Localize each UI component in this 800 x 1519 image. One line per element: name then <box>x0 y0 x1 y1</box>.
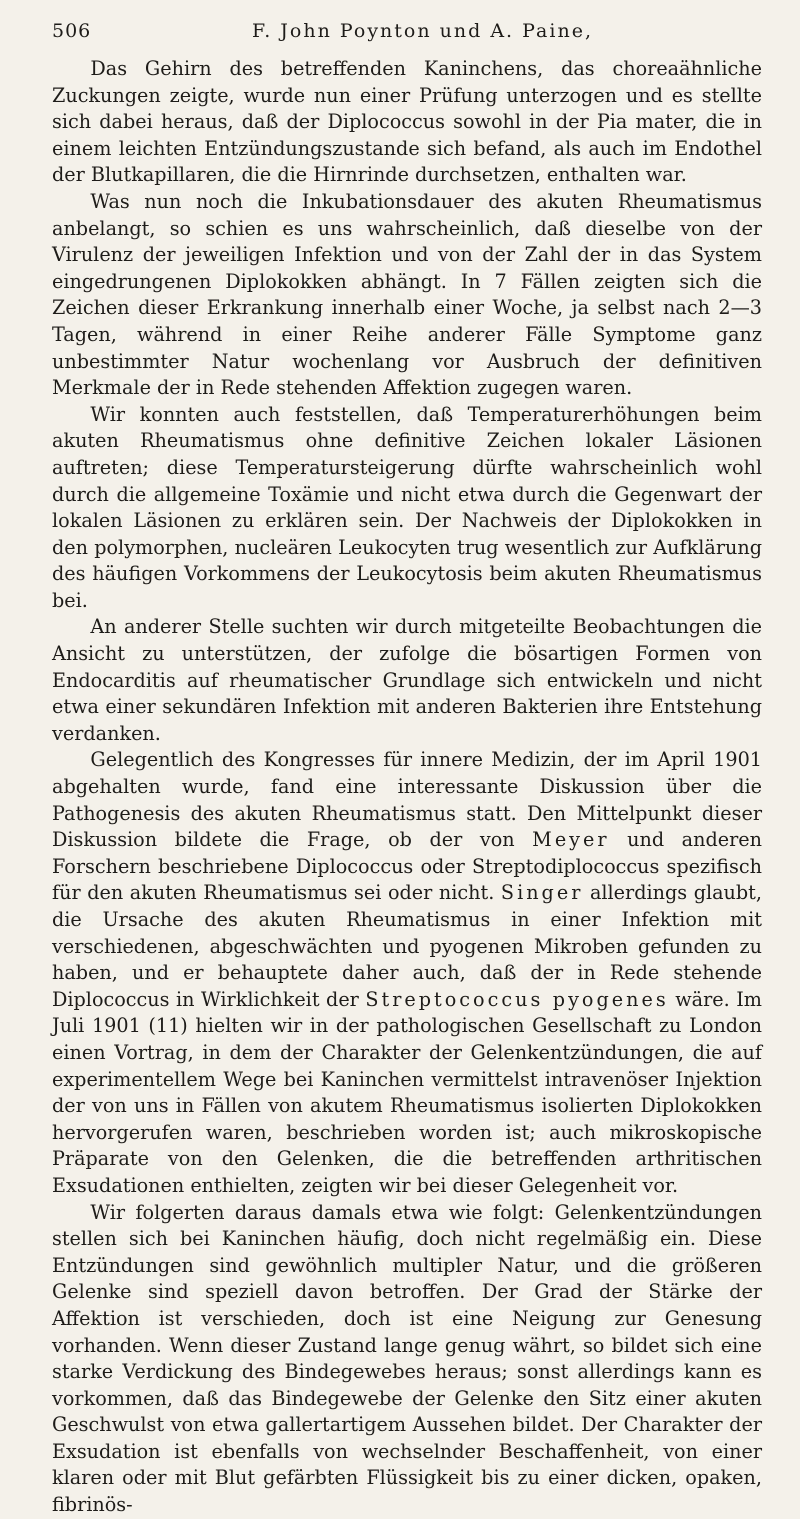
paragraph-6-text: Wir folgerten daraus damals etwa wie folgt: Gelenkentzündungen stellen sich bei Kaninchen häufig, doch nicht regelmäßig ein. Diese Entzündungen sind gewöhnlich multipler Natur, und die größeren Gelenke sind speziell davon betroffen. Der Grad der Stärke der Affektion ist verschieden, doch ist eine Neigung zur Genesung vorhanden. Wenn dieser Zustand lange genug währt, so bildet sich eine starke Verdickung des Bindegewebes heraus; sonst allerdings kann es vorkommen, daß das Bindegewebe der Gelenke den Sitz einer akuten Geschwulst von etwa gallertartigem Aussehen bildet. Der Charakter der Exsudation ist ebenfalls von wechselnder Beschaffenheit, von einer klaren oder mit Blut gefärbten Flüssigkeit bis zu einer dicken, opaken, fibrinös- <box>52 1200 762 1517</box>
paragraph-4 <box>52 614 762 747</box>
paragraph-5-text-c: allerdings glaubt, die Ursache des akuten Rheumatismus in einer Infektion mit verschiedenen, abgeschwächten und pyogenen Mikroben gefunden zu haben, und er behauptete daher auch, daß der in Rede stehende Diplococcus in Wirklichkeit der <box>52 881 762 1011</box>
paragraph-6 <box>52 1200 762 1519</box>
page-number: 506 <box>52 20 92 42</box>
paragraph-3-text: Wir konnten auch feststellen, daß Temperaturerhöhungen beim akuten Rheumatismus ohne definitive Zeichen lokaler Läsionen auftreten; diese Temperatursteigerung dürfte wahrscheinlich wohl durch die allgemeine Toxämie und nicht etwa durch die Gegenwart der lokalen Läsionen zu erklären sein. Der Nachweis der Diplokokken in den polymorphen, nucleären Leukocyten trug wesentlich zur Aufklärung des häufigen Vorkommens der Leukocytosis beim akuten Rheumatismus bei. <box>52 402 762 612</box>
paragraph-4-text: An anderer Stelle suchten wir durch mitgeteilte Beobachtungen die Ansicht zu unterstützen, der zufolge die bösartigen Formen von Endocarditis auf rheumatischer Grundlage sich entwickeln und nicht etwa einer sekundären Infektion mit anderen Bakterien ihre Entstehung verdanken. <box>52 615 762 745</box>
page-header <box>52 14 762 48</box>
species-name-streptococcus: Streptococcus pyogenes <box>365 987 669 1011</box>
paragraph-2-text: Was nun noch die Inkubationsdauer des akuten Rheumatismus anbelangt, so schien es uns wahrscheinlich, daß dieselbe von der Virulenz der jeweiligen Infektion und von der Zahl der in das System eingedrungenen Diplokokken abhängt. In 7 Fällen zeigten sich die Zeichen dieser Erkrankung innerhalb einer Woche, ja selbst nach 2—3 Tagen, während in einer Reihe anderer Fälle Symptome ganz unbestimmter Natur wochenlang vor Ausbruch der definitiven Merkmale der in Rede stehenden Affektion zugegen waren. <box>52 189 762 400</box>
paragraph-1 <box>52 56 762 189</box>
paragraph-5-text-b: und anderen Forschern beschriebene Diplococcus oder Streptodiplococcus spezifisch für den akuten Rheumatismus sei oder nicht. <box>52 828 763 905</box>
author-name-meyer: Meyer <box>532 828 610 852</box>
running-title: F. John Poynton und A. Paine, <box>252 20 593 42</box>
paragraph-5-text-a: Gelegentlich des Kongresses für innere Medizin, der im April 1901 abgehalten wurde, fand eine interessante Diskussion über die Pathogenesis des akuten Rheumatismus statt. Den Mittelpunkt dieser Diskussion bildete die Frage, ob der von <box>52 748 762 852</box>
body-text <box>52 56 762 1519</box>
paragraph-2 <box>52 189 762 402</box>
author-name-singer: Singer <box>500 881 584 905</box>
paragraph-1-text: Das Gehirn des betreffenden Kaninchens, das choreaähnliche Zuckungen zeigte, wurde nun einer Prüfung unterzogen und es stellte sich dabei heraus, daß der Diplococcus sowohl in der Pia mater, die in einem leichten Entzündungszustande sich befand, als auch im Endothel der Blutkapillaren, die die Hirnrinde durchsetzen, enthalten war. <box>52 57 762 187</box>
paragraph-3 <box>52 402 762 615</box>
paragraph-5 <box>52 747 762 1199</box>
paragraph-5-text-d: wäre. Im Juli 1901 (11) hielten wir in der pathologischen Gesellschaft zu London einen Vortrag, in dem der Charakter der Gelenkentzündungen, die auf experimentellem Wege bei Kaninchen vermittelst intravenöser Injektion der von uns in Fällen von akutem Rheumatismus isolierten Diplokokken hervorgerufen waren, beschrieben worden ist; auch mikroskopische Präparate von den Gelenken, die die betreffenden arthritischen Exsudationen enthielten, zeigten wir bei dieser Gelegenheit vor. <box>52 987 762 1197</box>
